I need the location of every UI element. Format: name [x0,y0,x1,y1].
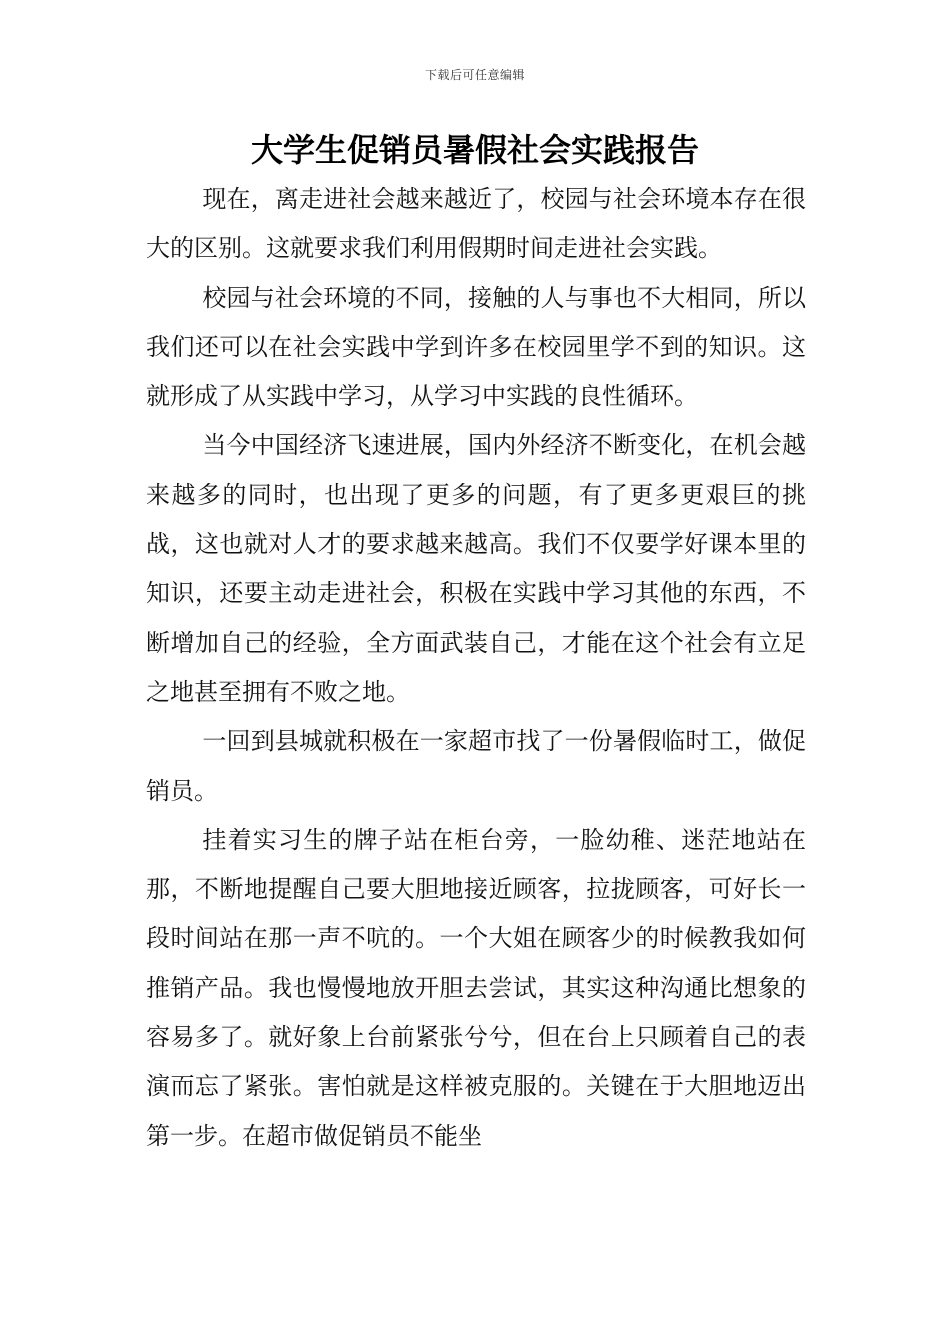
paragraph-2: 校园与社会环境的不同，接触的人与事也不大相同，所以我们还可以在社会实践中学到许多在校园里学不到的知识。这就形成了从实践中学习，从学习中实践的良性循环。 [146,283,806,411]
page-header-note: 下载后可任意编辑 [424,68,525,82]
document-title: 大学生促销员暑假社会实践报告 [250,131,699,169]
paragraph-4: 一回到县城就积极在一家超市找了一份暑假临时工，做促销员。 [146,727,806,805]
paragraph-5: 挂着实习生的牌子站在柜台旁，一脸幼稚、迷茫地站在那，不断地提醒自己要大胆地接近顾客，拉拢顾客，可好长一段时间站在那一声不吭的。一个大姐在顾客少的时候教我如何推销产品。我也慢慢地放开胆去尝试，其实这种沟通比想象的容易多了。就好象上台前紧张兮兮，但在台上只顾着自己的表演而忘了紧张。害怕就是这样被克服的。关键在于大胆地迈出第一步。在超市做促销员不能坐 [146,825,806,1150]
document-body [146,175,806,1161]
paragraph-3: 当今中国经济飞速进展，国内外经济不断变化，在机会越来越多的同时，也出现了更多的问题，有了更多更艰巨的挑战，这也就对人才的要求越来越高。我们不仅要学好课本里的知识，还要主动走进社会，积极在实践中学习其他的东西，不断增加自己的经验，全方面武装自己，才能在这个社会有立足之地甚至拥有不败之地。 [146,431,806,706]
paragraph-1: 现在，离走进社会越来越近了，校园与社会环境本存在很大的区别。这就要求我们利用假期时间走进社会实践。 [146,185,806,263]
